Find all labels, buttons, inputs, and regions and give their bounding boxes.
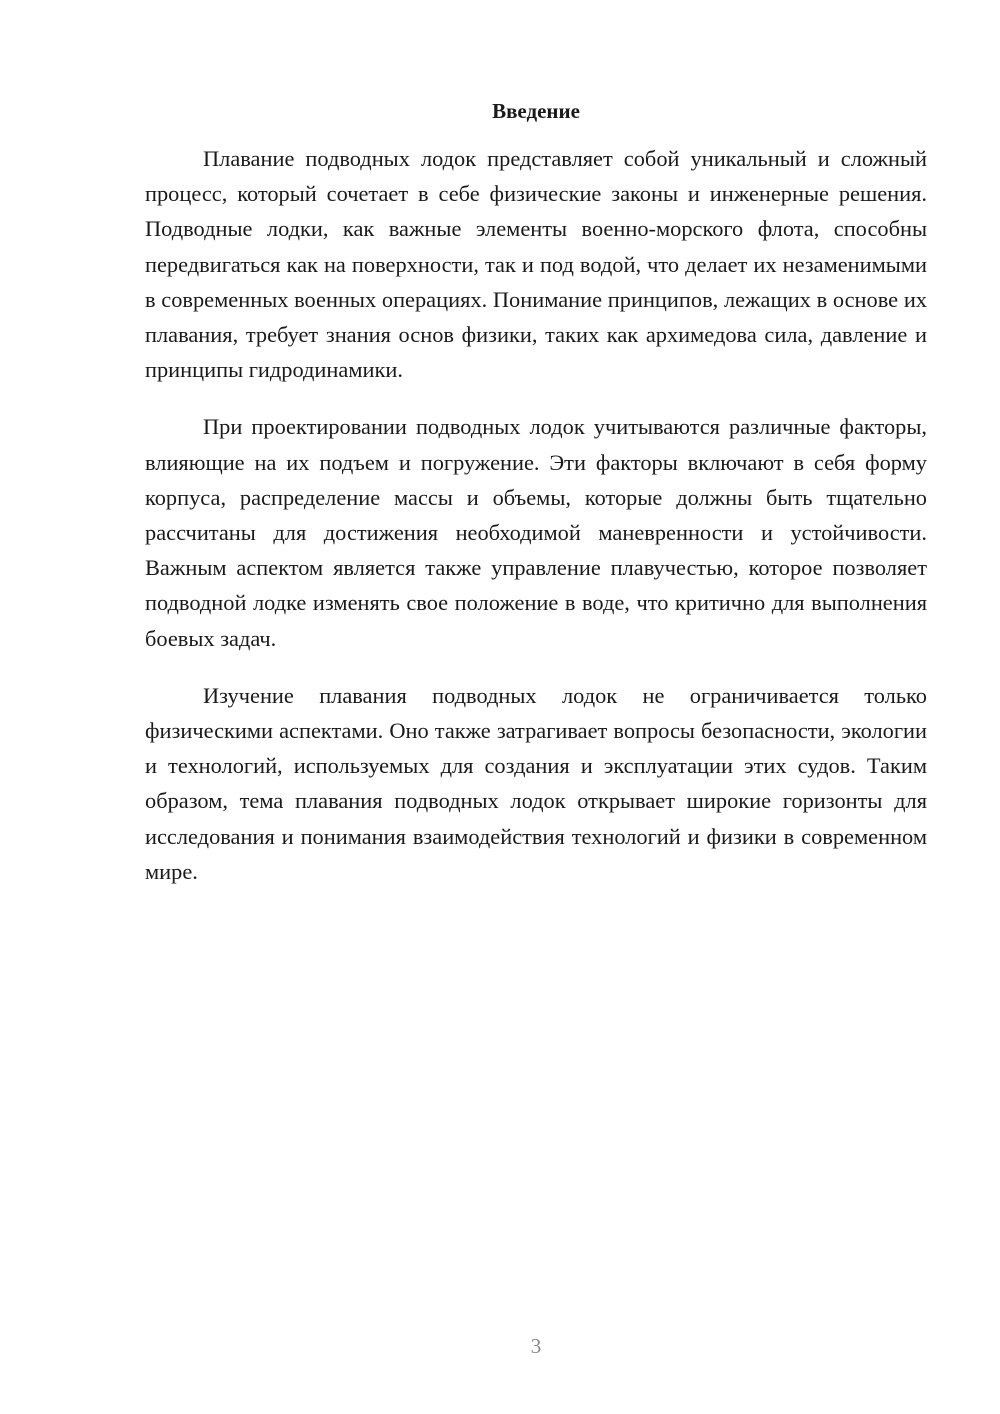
body-text: [145, 141, 927, 911]
paragraph-3: Изучение плавания подводных лодок не ограничивается только физическими аспектами. Оно также затрагивает вопросы безопасности, экологии и технологий, используемых для создания и эксплуатации этих судов. Таким образом, тема плавания подводных лодок открывает широкие горизонты для исследования и понимания взаимодействия технологий и физики в современном мире.: [145, 682, 927, 884]
page-number: 3: [530, 1334, 542, 1358]
section-heading: Введение: [492, 99, 580, 123]
paragraph-2: При проектировании подводных лодок учитываются различные факторы, влияющие на их подъем и погружение. Эти факторы включают в себя форму корпуса, распределение массы и объемы, которые должны быть тщательно рассчитаны для достижения необходимой маневренности и устойчивости. Важным аспектом является также управление плавучестью, которое позволяет подводной лодке изменять свое положение в воде, что критично для выполнения боевых задач.: [145, 414, 927, 651]
paragraph-1: Плавание подводных лодок представляет собой уникальный и сложный процесс, который сочетает в себе физические законы и инженерные решения. Подводные лодки, как важные элементы военно-морского флота, способны передвигаться как на поверхности, так и под водой, что делает их незаменимыми в современных военных операциях. Понимание принципов, лежащих в основе их плавания, требует знания основ физики, таких как архимедова сила, давление и принципы гидродинамики.: [145, 146, 927, 383]
